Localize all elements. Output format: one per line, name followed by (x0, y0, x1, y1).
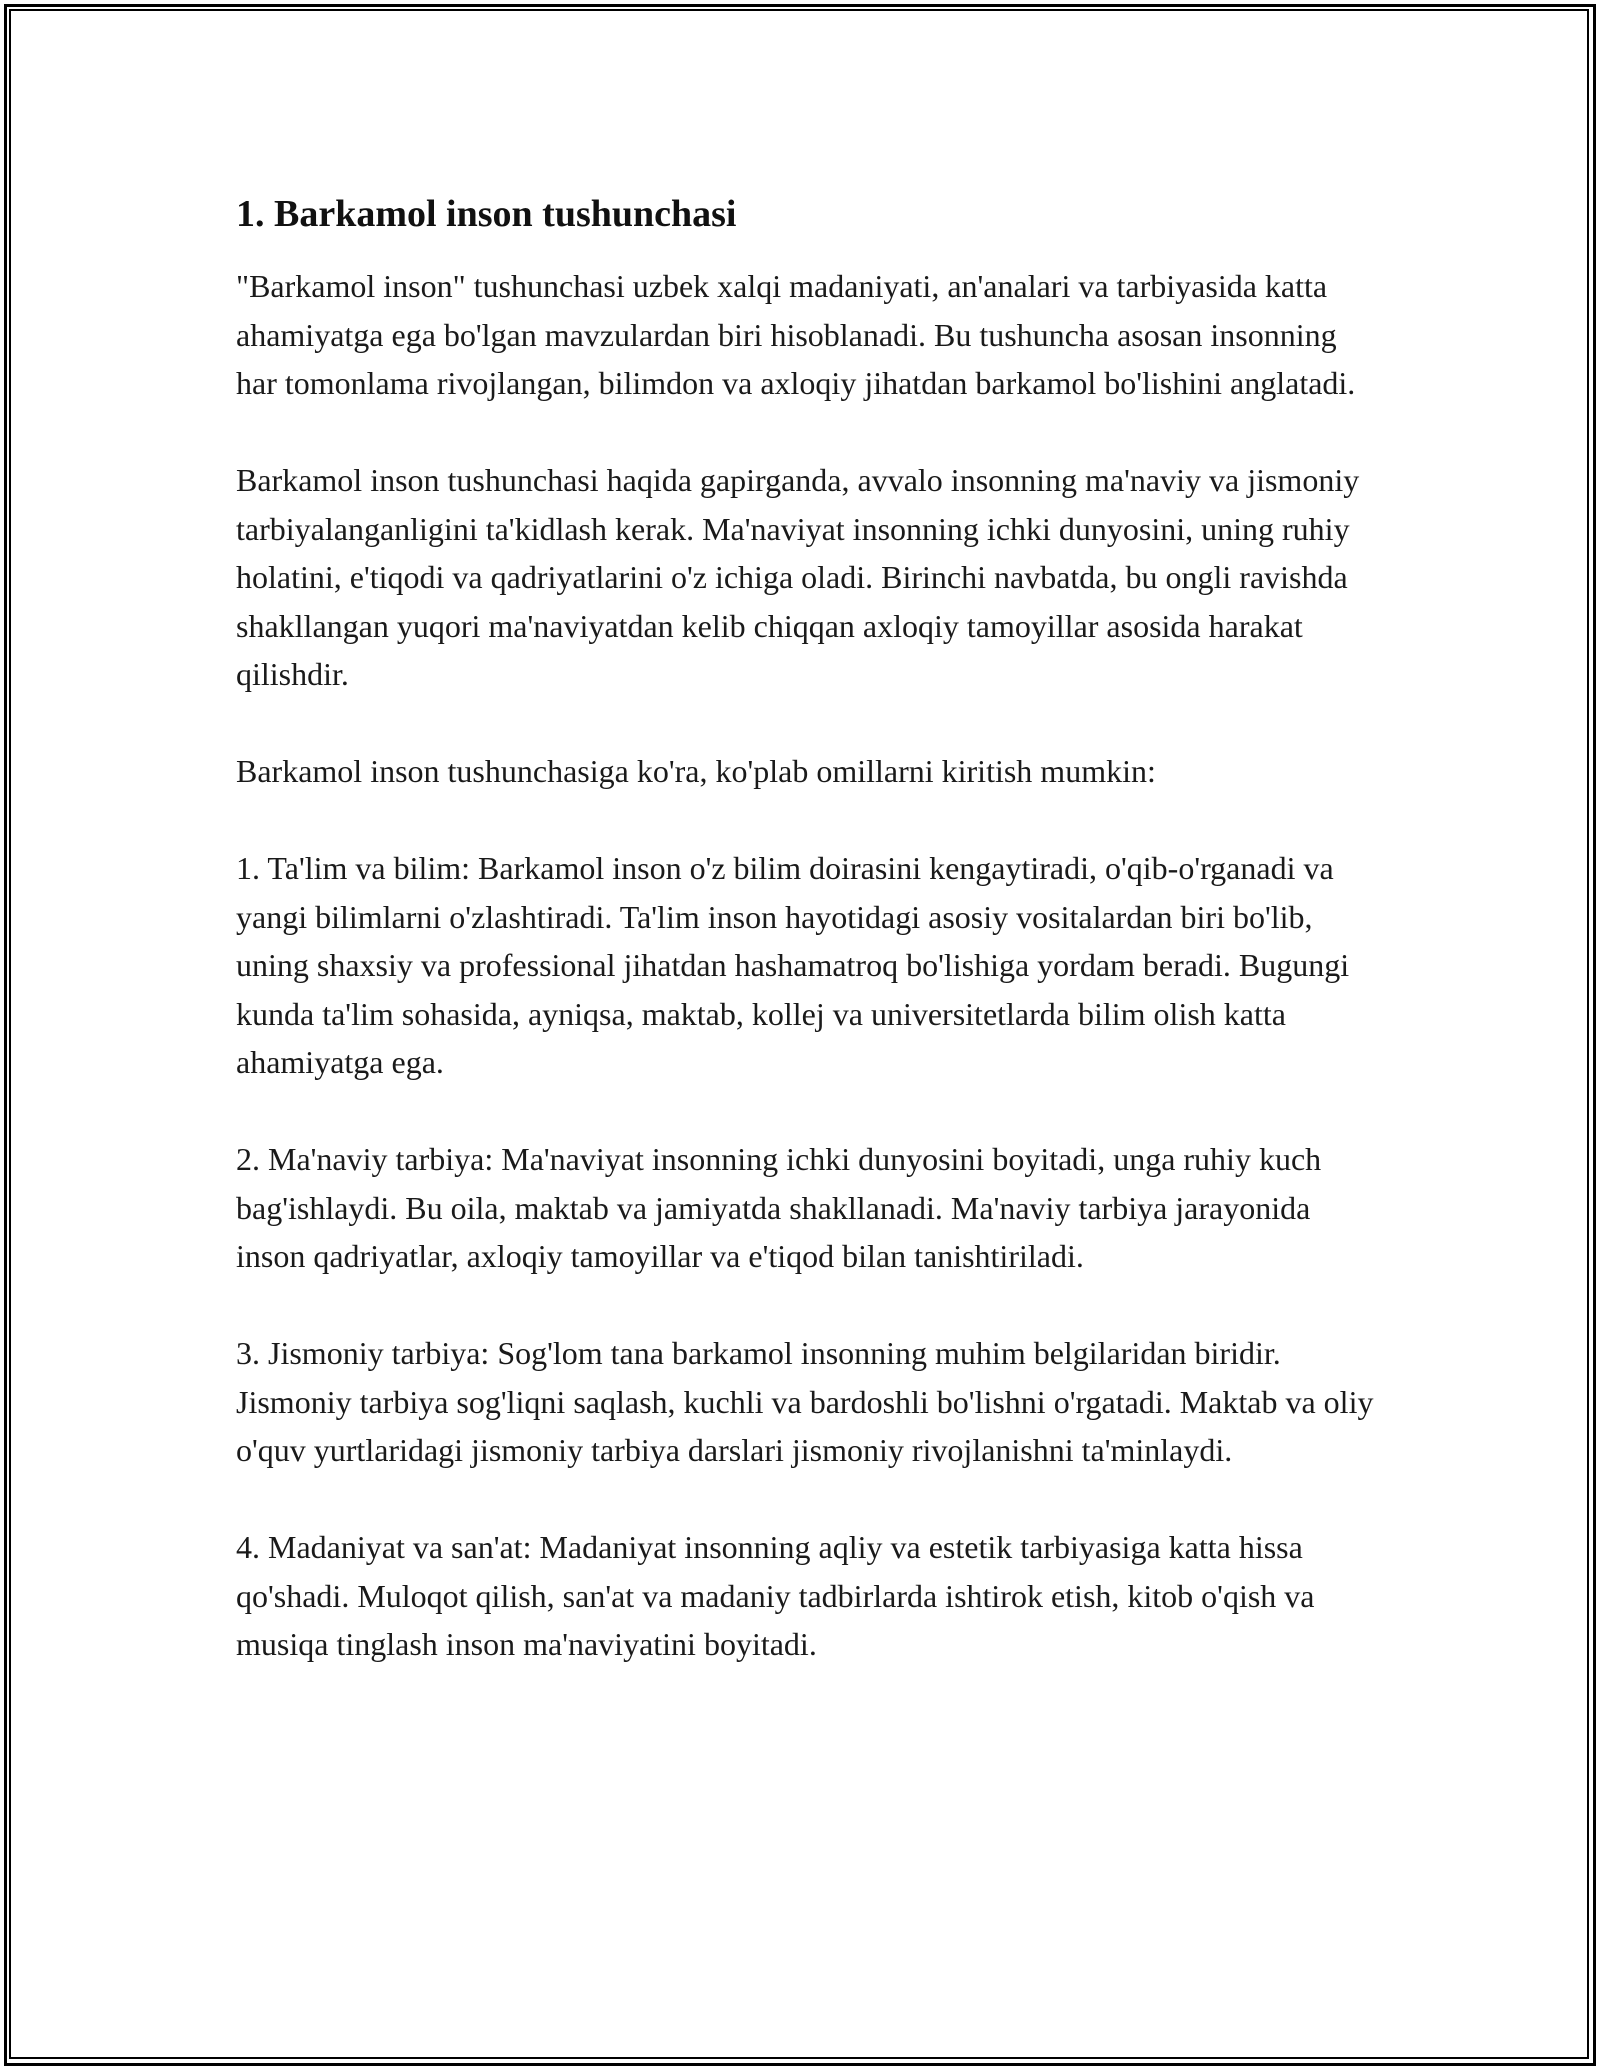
section-heading: 1. Barkamol inson tushunchasi (236, 193, 737, 235)
list-item-culture-art: 4. Madaniyat va san'at: Madaniyat insonning aqliy va estetik tarbiyasiga katta hissa qo'shadi. Muloqot qilish, san'at va madaniy tadbirlarda ishtirok etish, kitob o'qish va musiqa tinglash inson ma'naviyatini boyitadi. (236, 1529, 1315, 1662)
list-item-physical-education: 3. Jismoniy tarbiya: Sog'lom tana barkamol insonning muhim belgilaridan biridir. Jismoniy tarbiya sog'liqni saqlash, kuchli va bardoshli bo'lishni o'rgatadi. Maktab va oliy o'quv yurtlaridagi jismoniy tarbiya darslari jismoniy rivojlanishni ta'minlaydi. (236, 1335, 1374, 1468)
paragraph-intro: "Barkamol inson" tushunchasi uzbek xalqi madaniyati, an'analari va tarbiyasida katta ahamiyatga ega bo'lgan mavzulardan biri hisoblanadi. Bu tushuncha asosan insonning har tomonlama rivojlangan, bilimdon va axloqiy jihatdan barkamol bo'lishini anglatadi. (236, 268, 1356, 401)
paragraph-spirituality: Barkamol inson tushunchasi haqida gapirganda, avvalo insonning ma'naviy va jismoniy tarbiyalanganligini ta'kidlash kerak. Ma'naviyat insonning ichki dunyosini, uning ruhiy holatini, e'tiqodi va qadriyatlarini o'z ichiga oladi. Birinchi navbatda, bu ongli ravishda shakllangan yuqori ma'naviyatdan kelib chiqqan axloqiy tamoyillar asosida harakat qilishdir. (236, 462, 1360, 692)
list-item-education: 1. Ta'lim va bilim: Barkamol inson o'z bilim doirasini kengaytiradi, o'qib-o'rganadi va yangi bilimlarni o'zlashtiradi. Ta'lim inson hayotidagi asosiy vositalardan biri bo'lib, uning shaxsiy va professional jihatdan hashamatroq bo'lishiga yordam beradi. Bugungi kunda ta'lim sohasida, ayniqsa, maktab, kollej va universitetlarda bilim olish katta ahamiyatga ega. (236, 850, 1350, 1080)
document-body (236, 190, 1376, 1717)
paragraph-factors-intro: Barkamol inson tushunchasiga ko'ra, ko'plab omillarni kiritish mumkin: (236, 753, 1156, 789)
list-item-spiritual-upbringing: 2. Ma'naviy tarbiya: Ma'naviyat insonning ichki dunyosini boyitadi, unga ruhiy kuch bag'ishlaydi. Bu oila, maktab va jamiyatda shakllanadi. Ma'naviy tarbiya jarayonida inson qadriyatlar, axloqiy tamoyillar va e'tiqod bilan tanishtiriladi. (236, 1141, 1322, 1274)
